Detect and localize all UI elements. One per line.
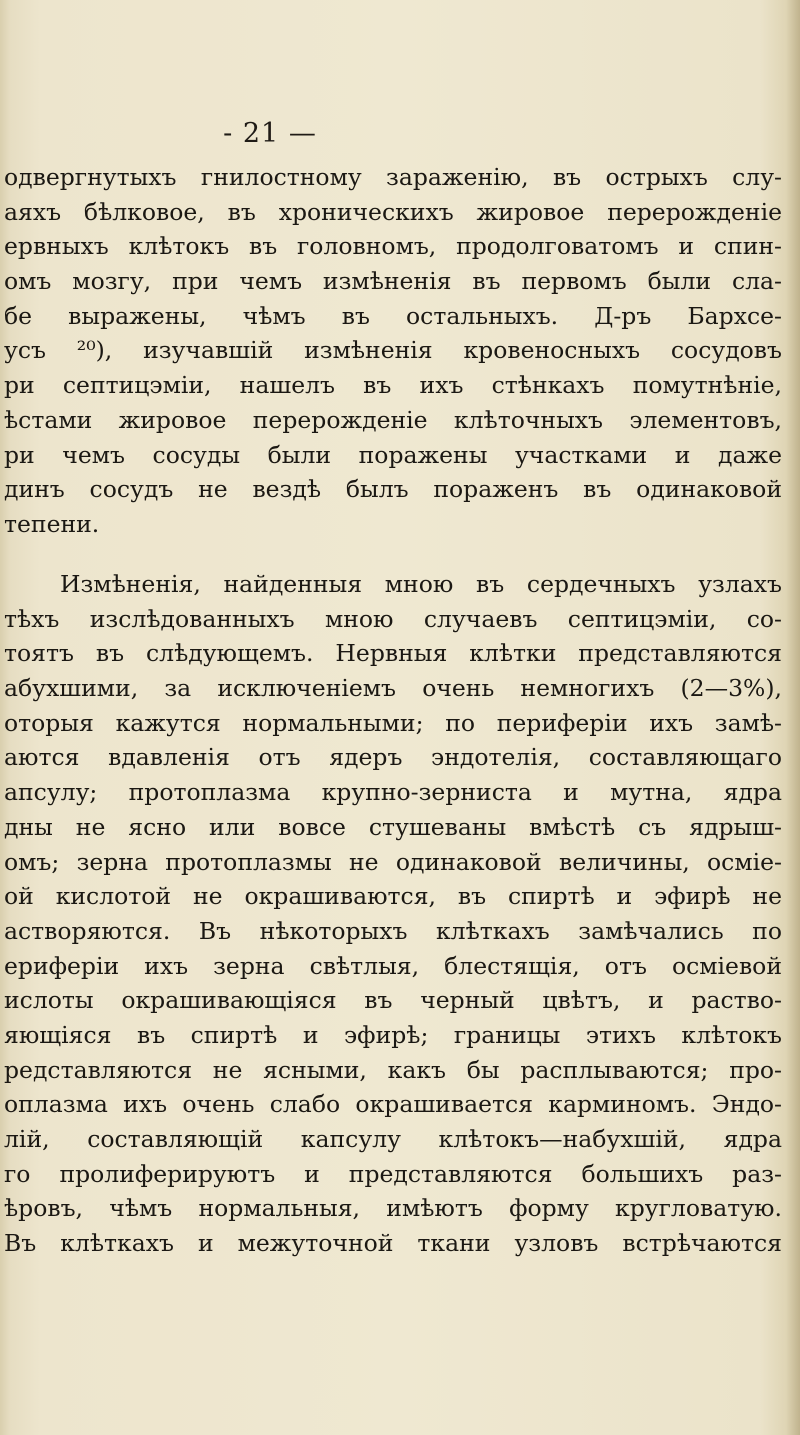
text-line: дны не ясно или вовсе стушеваны вмѣстѣ съ ядрыш- — [4, 812, 782, 841]
text-line: омъ мозгу, при чемъ измѣненія въ первомъ были сла- — [4, 267, 782, 296]
text-line: ри чемъ сосуды были поражены участками и даже — [4, 440, 782, 469]
text-line: усъ ²⁰), изучавшій измѣненія кровеносныхъ сосудовъ — [4, 336, 782, 365]
text-line: тоятъ въ слѣдующемъ. Нервныя клѣтки представляются — [4, 639, 782, 668]
text-line: ѣстами жировое перерожденіе клѣточныхъ элементовъ, — [4, 405, 782, 434]
text-line: Измѣненія, найденныя мною въ сердечныхъ узлахъ — [60, 570, 782, 598]
text-line: Въ клѣткахъ и межуточной ткани узловъ встрѣчаются — [4, 1229, 782, 1258]
text-line: редставляются не ясными, какъ бы расплываются; про- — [4, 1055, 782, 1084]
text-line: аются вдавленія отъ ядеръ эндотелія, составляющаго — [4, 743, 782, 772]
text-line: тѣхъ изслѣдованныхъ мною случаевъ септицэміи, со- — [4, 604, 782, 633]
text-line: бе выражены, чѣмъ въ остальныхъ. Д-ръ Бархсе- — [4, 301, 782, 330]
text-line: абухшими, за исключеніемъ очень немногихъ (2—3%), — [4, 674, 782, 703]
text-line: астворяются. Въ нѣкоторыхъ клѣткахъ замѣчались по — [4, 916, 782, 945]
text-line: ислоты окрашивающіяся въ черный цвѣтъ, и раство- — [4, 986, 782, 1015]
text-line: го пролиферируютъ и представляются большихъ раз- — [4, 1159, 782, 1188]
page-number: - 21 — — [223, 118, 317, 149]
text-line: ой кислотой не окрашиваются, въ спиртѣ и эфирѣ не — [4, 882, 782, 911]
text-line: оплазма ихъ очень слабо окрашивается карминомъ. Эндо- — [4, 1090, 782, 1119]
text-line: одвергнутыхъ гнилостному зараженію, въ острыхъ слу- — [4, 163, 782, 191]
paragraph-2 — [4, 567, 782, 1261]
text-line: динъ сосудъ не вездѣ былъ пораженъ въ одинаковой — [4, 475, 782, 504]
page-edge-shadow — [786, 0, 800, 1435]
text-line: ериферіи ихъ зерна свѣтлыя, блестящія, отъ осміевой — [4, 951, 782, 980]
text-line: ервныхъ клѣтокъ въ головномъ, продолговатомъ и спин- — [4, 232, 782, 261]
text-line: яющіяся въ спиртѣ и эфирѣ; границы этихъ клѣтокъ — [4, 1020, 782, 1049]
text-line: апсулу; протоплазма крупно-зерниста и мутна, ядра — [4, 778, 782, 807]
text-line: ри септицэміи, нашелъ въ ихъ стѣнкахъ помутнѣніе, — [4, 371, 782, 400]
text-line: оторыя кажутся нормальными; по периферіи ихъ замѣ- — [4, 708, 782, 737]
text-line: аяхъ бѣлковое, въ хроническихъ жировое перерожденіе — [4, 197, 782, 226]
text-line: лій, составляющій капсулу клѣтокъ—набухшій, ядра — [4, 1125, 782, 1153]
text-line: омъ; зерна протоплазмы не одинаковой величины, осміе- — [4, 847, 782, 876]
text-line: тепени. — [4, 509, 100, 538]
paragraph-1 — [4, 160, 782, 542]
text-line: ѣровъ, чѣмъ нормальныя, имѣютъ форму кругловатую. — [4, 1194, 782, 1223]
